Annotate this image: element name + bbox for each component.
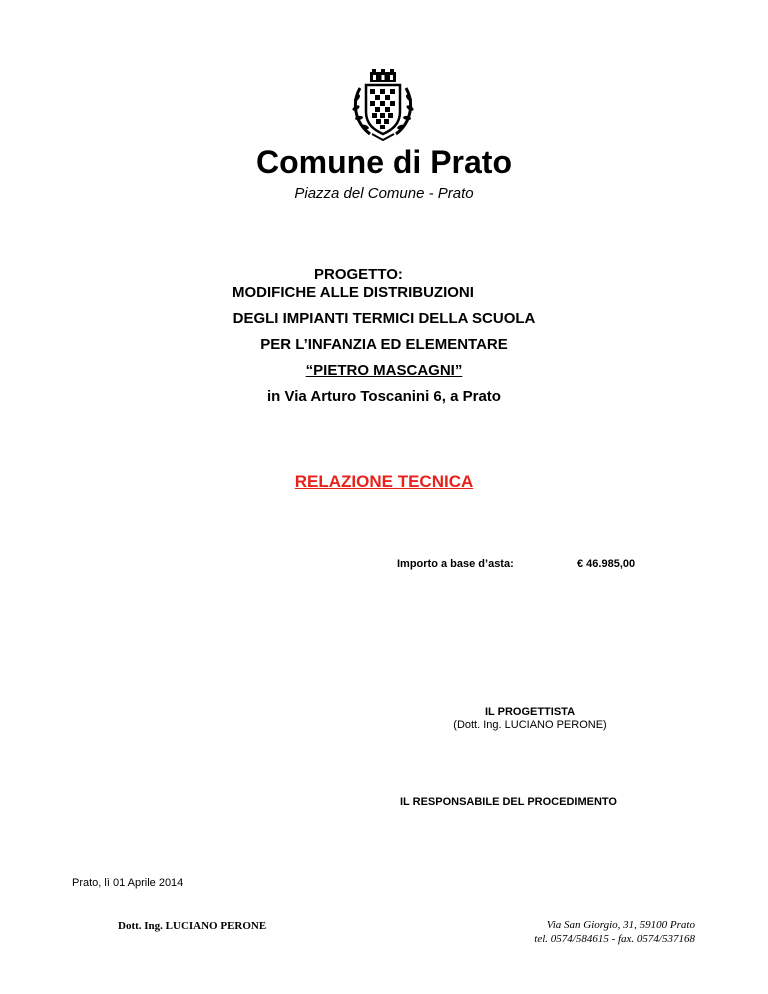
project-label: PROGETTO: bbox=[314, 266, 403, 283]
responsible-label: IL RESPONSABILE DEL PROCEDIMENTO bbox=[400, 796, 617, 808]
project-line-1: MODIFICHE ALLE DISTRIBUZIONI bbox=[232, 284, 474, 301]
project-line-2: DEGLI IMPIANTI TERMICI DELLA SCUOLA bbox=[232, 310, 536, 327]
amount-label: Importo a base d’asta: bbox=[397, 558, 514, 570]
page-title: Comune di Prato bbox=[255, 144, 512, 180]
project-school-name: “PIETRO MASCAGNI” bbox=[305, 362, 463, 379]
document-date: Prato, lì 01 Aprile 2014 bbox=[72, 877, 184, 889]
designer-name: (Dott. Ing. LUCIANO PERONE) bbox=[453, 719, 607, 731]
footer-contacts bbox=[534, 918, 695, 946]
designer-role: IL PROGETTISTA bbox=[484, 706, 576, 718]
project-address: in Via Arturo Toscanini 6, a Prato bbox=[267, 388, 501, 405]
report-title: RELAZIONE TECNICA bbox=[294, 472, 474, 491]
footer-phone-fax: tel. 0574/584615 - fax. 0574/537168 bbox=[534, 933, 695, 945]
page-subtitle: Piazza del Comune - Prato bbox=[294, 185, 474, 202]
footer-address: Via San Giorgio, 31, 59100 Prato bbox=[546, 919, 695, 931]
amount-value: € 46.985,00 bbox=[577, 558, 636, 570]
project-line-3: PER L’INFANZIA ED ELEMENTARE bbox=[260, 336, 508, 353]
city-crest-icon bbox=[348, 68, 418, 142]
footer-author: Dott. Ing. LUCIANO PERONE bbox=[118, 920, 267, 932]
